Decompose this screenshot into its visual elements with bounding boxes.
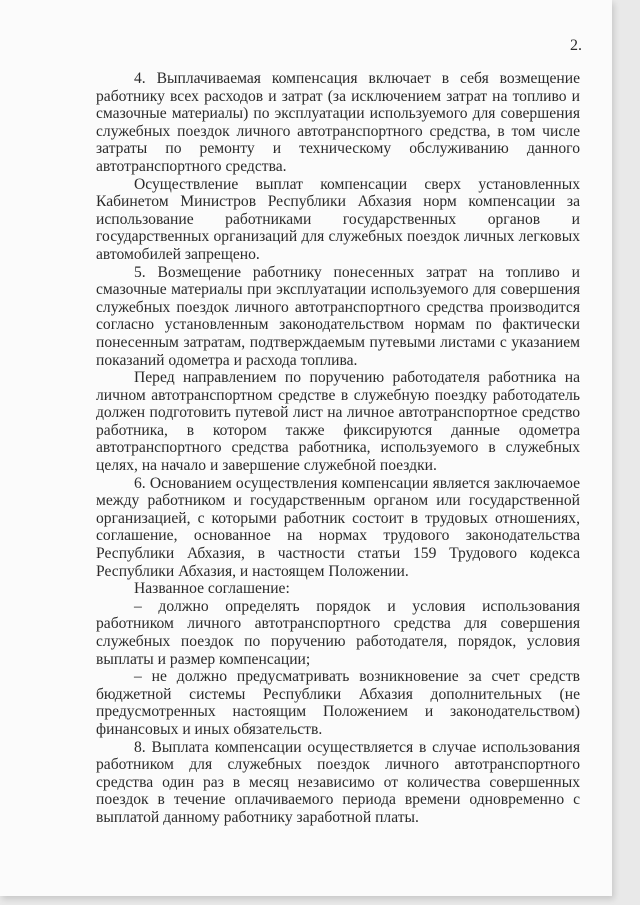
- paragraph-item-8-payment-timing: 8. Выплата компенсации осуществляется в случае использования работником для служебных поездок личного автотранспортного средства один раз в месяц независимо от количества совершенных поездок в течение оплачиваемого периода времени одновременно с выплатой данному работнику заработной платы.: [96, 738, 580, 826]
- document-body: [96, 70, 580, 827]
- paragraph-item-6-compensation-basis: 6. Основанием осуществления компенсации является заключаемое между работником и государственным органом или государственной организацией, с которыми работник состоит в трудовых отношениях, соглашение, основанное на нормах трудового законодательства Республики Абхазия, в частности статьи 159 Трудового кодекса Республики Абхазия, и настоящем Положении.: [96, 474, 580, 580]
- paragraph-item-4-compensation-scope: 4. Выплачиваемая компенсация включает в себя возмещение работнику всех расходов и затрат (за исключением затрат на топливо и смазочные материалы) по эксплуатации используемого для совершения служебных поездок личного автотранспортного средства, в том числе затраты по ремонту и техническому обслуживанию данного автотранспортного средства.: [96, 70, 580, 175]
- paragraph-agreement-must-not: – не должно предусматривать возникновение за счет средств бюджетной системы Республики Абхазия дополнительных (не предусмотренных настоящим Положением и законодательством) финансовых и иных обязательств.: [96, 668, 580, 738]
- paragraph-item-5-fuel-reimbursement: 5. Возмещение работнику понесенных затрат на топливо и смазочные материалы при эксплуатации используемого для совершения служебных поездок личного автотранспортного средства производится согласно установленным законодательством нормам по фактически понесенным затратам, подтверждаемым путевыми листами с указанием показаний одометра и расхода топлива.: [96, 263, 580, 369]
- paragraph-agreement-must: – должно определять порядок и условия использования работником личного автотранспортного средства для совершения служебных поездок по поручению работодателя, порядок, условия выплаты и размер компенсации;: [96, 597, 580, 668]
- paragraph-agreement-heading: Названное соглашение:: [134, 580, 290, 598]
- page-number: 2.: [570, 37, 582, 54]
- paragraph-waybill-requirement: Перед направлением по поручению работодателя работника на личном автотранспортном средстве в служебную поездку работодатель должен подготовить путевой лист на личное автотранспортное средство работника, в котором также фиксируются данные одометра автотранспортного средства работника, используемого в служебных целях, на начало и завершение служебной поездки.: [96, 369, 580, 475]
- paragraph-payment-restriction: Осуществление выплат компенсации сверх установленных Кабинетом Министров Республики Абхазия норм компенсации за использование работниками государственных органов и государственных организаций для служебных поездок личных легковых автомобилей запрещено.: [96, 175, 580, 263]
